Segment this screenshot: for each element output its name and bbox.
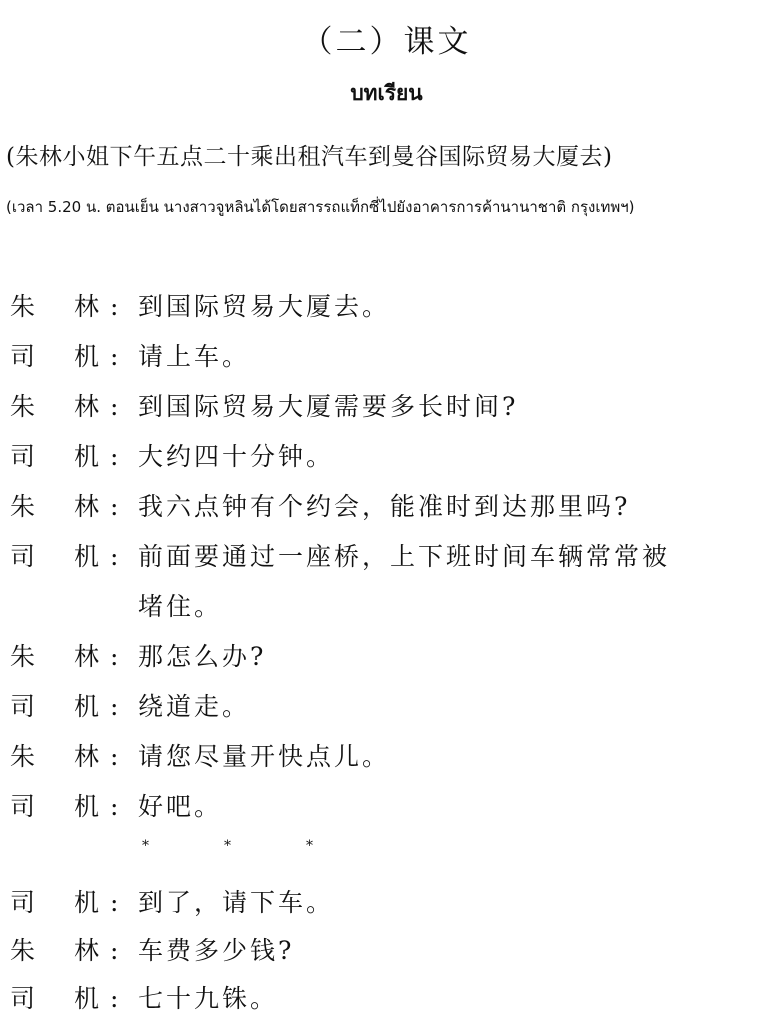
speaker-colon: : bbox=[110, 542, 119, 571]
speaker-char: 机 bbox=[74, 342, 100, 371]
dialogue-text: 请上车。 bbox=[138, 342, 251, 371]
dialogue-text: 大约四十分钟。 bbox=[138, 442, 335, 471]
speaker-char: 机 bbox=[74, 888, 100, 917]
speaker-char: 机 bbox=[74, 542, 100, 571]
dialogue-text: 到了，请下车。 bbox=[138, 888, 335, 917]
speaker-colon: : bbox=[110, 984, 119, 1013]
dialogue-line bbox=[0, 974, 773, 1024]
dialogue-line bbox=[0, 782, 773, 832]
dialogue-line bbox=[0, 532, 773, 582]
dialogue-text: 请您尽量开快点儿。 bbox=[138, 742, 391, 771]
dialogue-line bbox=[0, 282, 773, 332]
speaker-colon: : bbox=[110, 392, 119, 421]
dialogue-text: 那怎么办? bbox=[138, 642, 267, 671]
speaker-colon: : bbox=[110, 642, 119, 671]
speaker-colon: : bbox=[110, 492, 119, 521]
speaker-colon: : bbox=[110, 742, 119, 771]
speaker-char: 司 bbox=[10, 792, 36, 821]
speaker-colon: : bbox=[110, 292, 119, 321]
speaker-char: 机 bbox=[74, 792, 100, 821]
speaker-char: 林 bbox=[74, 292, 100, 321]
speaker-char: 司 bbox=[10, 342, 36, 371]
dialogue-text: 前面要通过一座桥，上下班时间车辆常常被 bbox=[138, 542, 671, 571]
speaker-colon: : bbox=[110, 792, 119, 821]
dialogue-line bbox=[0, 926, 773, 976]
speaker-char: 司 bbox=[10, 888, 36, 917]
dialogue-text: 绕道走。 bbox=[138, 692, 251, 721]
speaker-colon: : bbox=[110, 442, 119, 471]
dialogue-line bbox=[0, 878, 773, 928]
speaker-char: 司 bbox=[10, 442, 36, 471]
speaker-char: 林 bbox=[74, 642, 100, 671]
speaker-colon: : bbox=[110, 342, 119, 371]
dialogue-text: 到国际贸易大厦去。 bbox=[138, 292, 391, 321]
asterisk: * bbox=[306, 838, 313, 854]
speaker-char: 朱 bbox=[10, 492, 36, 521]
dialogue-text-continuation: 堵住。 bbox=[138, 592, 223, 621]
speaker-char: 林 bbox=[74, 742, 100, 771]
speaker-char: 林 bbox=[74, 936, 100, 965]
dialogue-line bbox=[0, 632, 773, 682]
speaker-char: 机 bbox=[74, 442, 100, 471]
speaker-char: 朱 bbox=[10, 292, 36, 321]
speaker-char: 司 bbox=[10, 984, 36, 1013]
speaker-char: 朱 bbox=[10, 642, 36, 671]
lesson-title: （二）课文 bbox=[301, 24, 472, 60]
lesson-subtitle-thai: บทเรียน bbox=[350, 80, 423, 105]
dialogue-text: 到国际贸易大厦需要多长时间? bbox=[138, 392, 519, 421]
dialogue-line bbox=[0, 732, 773, 782]
dialogue-text: 七十九铢。 bbox=[138, 984, 279, 1013]
speaker-char: 朱 bbox=[10, 392, 36, 421]
speaker-char: 司 bbox=[10, 692, 36, 721]
dialogue-line bbox=[0, 332, 773, 382]
dialogue-line bbox=[0, 432, 773, 482]
dialogue-text: 好吧。 bbox=[138, 792, 223, 821]
asterisk: * bbox=[224, 838, 231, 854]
speaker-colon: : bbox=[110, 692, 119, 721]
asterisk: * bbox=[142, 838, 149, 854]
speaker-char: 林 bbox=[74, 492, 100, 521]
dialogue-line bbox=[0, 382, 773, 432]
speaker-colon: : bbox=[110, 936, 119, 965]
speaker-char: 林 bbox=[74, 392, 100, 421]
speaker-char: 朱 bbox=[10, 936, 36, 965]
scene-description-chinese: (朱林小姐下午五点二十乘出租汽车到曼谷国际贸易大厦去) bbox=[6, 144, 613, 170]
dialogue-text: 车费多少钱? bbox=[138, 936, 295, 965]
speaker-char: 机 bbox=[74, 692, 100, 721]
scene-description-thai: (เวลา 5.20 น. ตอนเย็น นางสาวจูหลินได้โดยสารรถแท็กซี่ไปยังอาคารการค้านานาชาติ กรุงเทพฯ) bbox=[6, 198, 635, 216]
speaker-char: 司 bbox=[10, 542, 36, 571]
dialogue-line bbox=[0, 682, 773, 732]
dialogue-line bbox=[0, 482, 773, 532]
scene-separator bbox=[138, 838, 338, 862]
speaker-char: 朱 bbox=[10, 742, 36, 771]
speaker-colon: : bbox=[110, 888, 119, 917]
speaker-char: 机 bbox=[74, 984, 100, 1013]
dialogue-text: 我六点钟有个约会，能准时到达那里吗? bbox=[138, 492, 631, 521]
